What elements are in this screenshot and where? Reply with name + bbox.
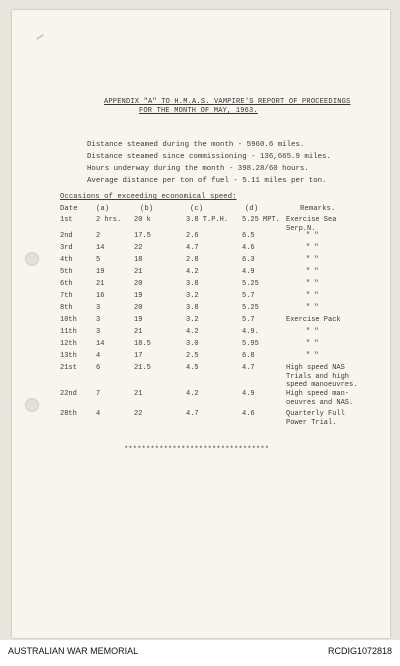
cell-c: 3.8 T.P.H. — [186, 216, 229, 224]
cell-d: 4.6 — [242, 410, 255, 418]
table-row — [0, 352, 400, 362]
cell-date: 1st — [60, 216, 73, 224]
cell-c: 4.2 — [186, 328, 199, 336]
cell-remarks: " " — [306, 340, 319, 348]
cell-a: 16 — [96, 292, 105, 300]
column-d: (d) — [245, 205, 259, 213]
cell-remarks: speed manoeuvres. — [286, 381, 358, 389]
cell-c: 4.2 — [186, 390, 199, 398]
cell-remarks: " " — [306, 292, 319, 300]
cell-c: 2.6 — [186, 232, 199, 240]
cell-c: 4.5 — [186, 364, 199, 372]
cell-b: 21 — [134, 390, 143, 398]
cell-remarks: Serp.N. — [286, 224, 316, 233]
cell-remarks: High speed man- — [286, 390, 350, 398]
end-separator: ********************************* — [124, 446, 270, 454]
cell-c: 4.7 — [186, 410, 199, 418]
table-row — [0, 292, 400, 302]
cell-a: 2 — [96, 232, 101, 240]
cell-b: 22 — [134, 410, 143, 418]
cell-b: 22 — [134, 244, 143, 252]
cell-date: 4th — [60, 256, 73, 264]
cell-date: 28th — [60, 410, 77, 418]
cell-b: 18 — [134, 256, 143, 264]
cell-remarks: " " — [306, 268, 319, 276]
cell-remarks: Power Trial. — [286, 418, 337, 427]
cell-c: 3.8 — [186, 280, 199, 288]
cell-c: 3.2 — [186, 292, 199, 300]
cell-c: 4.7 — [186, 244, 199, 252]
cell-d: 6.5 — [242, 232, 255, 240]
summary-distance-month: Distance steamed during the month - 5960.6 miles. — [87, 141, 305, 149]
cell-remarks: " " — [306, 352, 319, 360]
cell-b: 20 k — [134, 216, 151, 224]
cell-d: 5.25 MPT. — [242, 216, 280, 224]
cell-d: 4.7 — [242, 364, 255, 372]
cell-d: 4.9 — [242, 268, 255, 276]
cell-d: 4.9. — [242, 328, 259, 336]
cell-a: 5 — [96, 256, 101, 264]
summary-hours-underway: Hours underway during the month - 398.28/60 hours. — [87, 165, 309, 173]
cell-remarks: " " — [306, 232, 319, 240]
table-row — [0, 316, 400, 326]
cell-c: 4.2 — [186, 268, 199, 276]
cell-b: 17.5 — [134, 232, 151, 240]
table-row — [0, 364, 400, 389]
cell-b: 19 — [134, 292, 143, 300]
cell-date: 8th — [60, 304, 73, 312]
cell-remarks: " " — [306, 244, 319, 252]
summary-distance-per-ton: Average distance per ton of fuel - 5.11 miles per ton. — [87, 177, 327, 185]
title-line-2: FOR THE MONTH OF MAY, 1963. — [139, 107, 258, 115]
footer-id: RCDIG1072818 — [327, 646, 392, 656]
table-heading: Occasions of exceeding economical speed: — [60, 193, 237, 201]
cell-b: 19 — [134, 316, 143, 324]
cell-c: 2.5 — [186, 352, 199, 360]
cell-date: 7th — [60, 292, 73, 300]
column-date: Date — [60, 205, 78, 213]
cell-date: 6th — [60, 280, 73, 288]
cell-date: 13th — [60, 352, 77, 360]
cell-remarks: Trials and high — [286, 372, 350, 381]
cell-a: 14 — [96, 340, 105, 348]
cell-a: 7 — [96, 390, 101, 398]
cell-b: 21 — [134, 268, 143, 276]
cell-c: 2.8 — [186, 256, 199, 264]
table-row — [0, 232, 400, 242]
cell-a: 14 — [96, 244, 105, 252]
cell-d: 5.25 — [242, 304, 259, 312]
table-row — [0, 390, 400, 407]
cell-remarks: " " — [306, 304, 319, 312]
cell-remarks: Quarterly Full — [286, 410, 345, 418]
cell-remarks: Exercise Pack — [286, 316, 341, 324]
cell-d: 4.9 — [242, 390, 255, 398]
cell-remarks: oeuvres and NAS. — [286, 398, 354, 407]
table-row — [0, 256, 400, 266]
cell-date: 22nd — [60, 390, 77, 398]
cell-a: 6 — [96, 364, 101, 372]
table-row — [0, 340, 400, 350]
column-c: (c) — [190, 205, 204, 213]
cell-d: 5.7 — [242, 292, 255, 300]
cell-date: 5th — [60, 268, 73, 276]
column-a: (a) — [96, 205, 110, 213]
cell-remarks: " " — [306, 280, 319, 288]
cell-remarks: " " — [306, 328, 319, 336]
cell-remarks: Exercise Sea — [286, 216, 337, 224]
cell-c: 3.0 — [186, 340, 199, 348]
cell-d: 4.6 — [242, 244, 255, 252]
cell-a: 19 — [96, 268, 105, 276]
table-row — [0, 304, 400, 314]
summary-distance-commissioning: Distance steamed since commissioning - 136,665.9 miles. — [87, 153, 331, 161]
cell-b: 20 — [134, 280, 143, 288]
cell-c: 3.2 — [186, 316, 199, 324]
cell-a: 4 — [96, 352, 101, 360]
cell-a: 2 hrs. — [96, 216, 122, 224]
cell-b: 17 — [134, 352, 143, 360]
table-row — [0, 216, 400, 233]
column-b: (b) — [140, 205, 154, 213]
table-row — [0, 268, 400, 278]
cell-b: 20 — [134, 304, 143, 312]
cell-a: 3 — [96, 316, 101, 324]
cell-date: 2nd — [60, 232, 73, 240]
cell-remarks: " " — [306, 256, 319, 264]
cell-date: 10th — [60, 316, 77, 324]
cell-date: 11th — [60, 328, 77, 336]
column-remarks: Remarks. — [300, 205, 336, 213]
cell-date: 21st — [60, 364, 77, 372]
cell-b: 21.5 — [134, 364, 151, 372]
cell-c: 3.8 — [186, 304, 199, 312]
table-row — [0, 410, 400, 427]
cell-date: 3rd — [60, 244, 73, 252]
cell-d: 5.95 — [242, 340, 259, 348]
title-line-1: APPENDIX "A" TO H.M.A.S. VAMPIRE'S REPORT OF PROCEEDINGS — [104, 98, 351, 106]
cell-a: 21 — [96, 280, 105, 288]
cell-remarks: High speed NAS — [286, 364, 345, 372]
cell-a: 4 — [96, 410, 101, 418]
table-row — [0, 244, 400, 254]
cell-a: 3 — [96, 304, 101, 312]
cell-a: 3 — [96, 328, 101, 336]
table-row — [0, 280, 400, 290]
footer-source: AUSTRALIAN WAR MEMORIAL — [8, 646, 139, 656]
cell-b: 18.5 — [134, 340, 151, 348]
cell-d: 6.8 — [242, 352, 255, 360]
cell-d: 6.3 — [242, 256, 255, 264]
cell-d: 5.25 — [242, 280, 259, 288]
cell-b: 21 — [134, 328, 143, 336]
cell-date: 12th — [60, 340, 77, 348]
cell-d: 5.7 — [242, 316, 255, 324]
table-row — [0, 328, 400, 338]
